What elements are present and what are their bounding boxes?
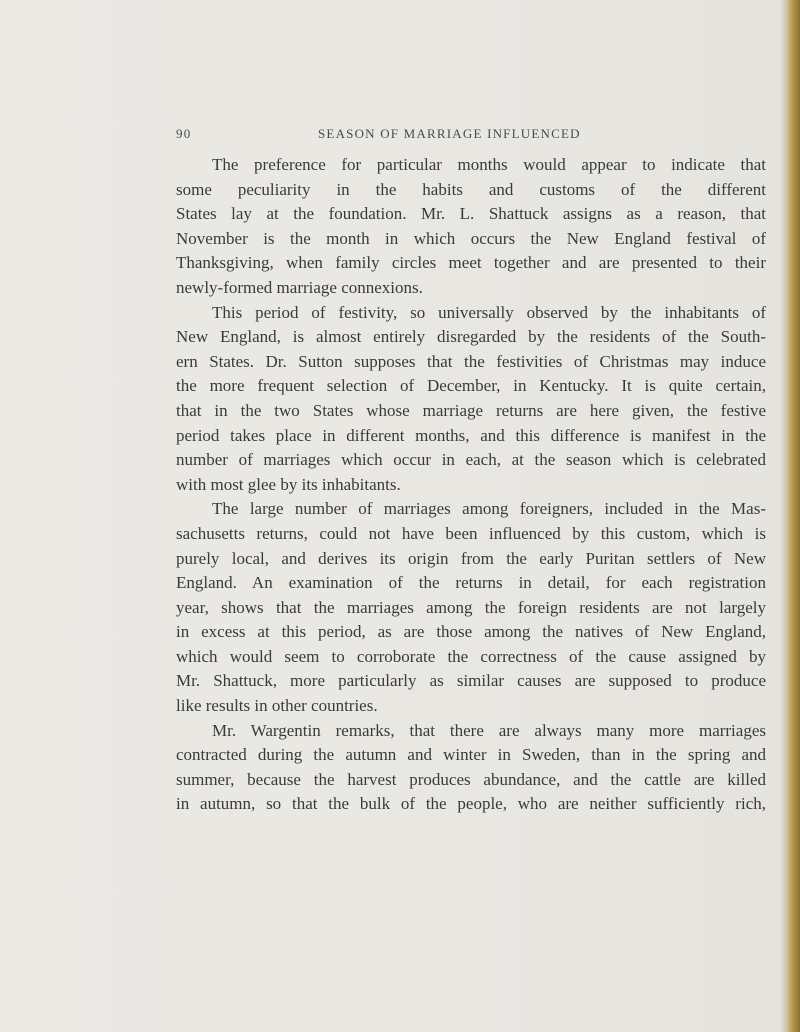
text-line: in autumn, so that the bulk of the people, who are neither sufficiently rich, xyxy=(176,794,766,814)
text-line: which would seem to corroborate the correctness of the cause assigned by xyxy=(176,646,766,666)
text-line: that in the two States whose marriage returns are here given, the festive xyxy=(176,400,766,420)
text-line: England. An examination of the returns in detail, for each registration xyxy=(176,573,766,593)
text-line: some peculiarity in the habits and customs of the different xyxy=(176,179,766,199)
text-line: Mr. Wargentin remarks, that there are always many more marriages xyxy=(212,720,766,740)
text-line: like results in other countries. xyxy=(176,696,378,716)
text-line: Thanksgiving, when family circles meet together and are presented to their xyxy=(176,253,766,273)
text-line: November is the month in which occurs the New England festival of xyxy=(176,228,766,248)
text-line: summer, because the harvest produces abundance, and the cattle are killed xyxy=(176,769,766,789)
text-line: newly-formed marriage connexions. xyxy=(176,277,423,297)
text-line: The large number of marriages among foreigners, included in the Mas- xyxy=(212,499,766,519)
body-text xyxy=(176,153,766,817)
running-head xyxy=(176,126,766,146)
text-line: Mr. Shattuck, more particularly as similar causes are supposed to produce xyxy=(176,671,766,691)
text-line: States lay at the foundation. Mr. L. Shattuck assigns as a reason, that xyxy=(176,204,766,224)
text-line: The preference for particular months would appear to indicate that xyxy=(212,155,766,174)
text-line: purely local, and derives its origin from the early Puritan settlers of New xyxy=(176,548,766,568)
text-line: contracted during the autumn and winter in Sweden, than in the spring and xyxy=(176,745,766,765)
text-line: This period of festivity, so universally observed by the inhabitants of xyxy=(212,302,766,322)
text-line: sachusetts returns, could not have been influenced by this custom, which is xyxy=(176,523,766,543)
text-line: New England, is almost entirely disregarded by the residents of the South- xyxy=(176,327,766,347)
text-line: ern States. Dr. Sutton supposes that the festivities of Christmas may induce xyxy=(176,351,766,371)
text-line: period takes place in different months, and this difference is manifest in the xyxy=(176,425,766,445)
page-number: 90 xyxy=(176,126,192,141)
text-line: with most glee by its inhabitants. xyxy=(176,474,401,494)
running-title: SEASON OF MARRIAGE INFLUENCED xyxy=(318,126,581,141)
page-edge xyxy=(786,0,800,1032)
text-line: year, shows that the marriages among the foreign residents are not largely xyxy=(176,597,766,617)
text-line: in excess at this period, as are those among the natives of New England, xyxy=(176,622,766,642)
text-line: number of marriages which occur in each, at the season which is celebrated xyxy=(176,450,766,470)
text-line: the more frequent selection of December, in Kentucky. It is quite certain, xyxy=(176,376,766,396)
